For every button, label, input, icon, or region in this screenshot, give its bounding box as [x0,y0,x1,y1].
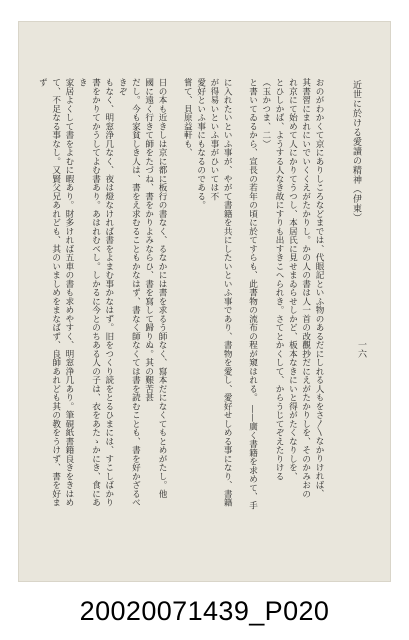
image-id-caption: 20020071439_P020 [79,596,330,626]
text-line: だし。今も家貧しき人は、書をえ求むることもかなはず、書なく師なくては書を読むことも、書を好かざるべきぞ [117,78,141,507]
citation: （玉かつま、二） [260,78,271,148]
running-title: 近世に於ける愛讀の精神（伊東） [351,80,361,223]
text-line: 其書習にまれにいでいくくえがたかりし。かの人の書は人一首の改觀抄だにえがたかりしを、そのかみおの [300,78,311,498]
page-number: 一六 [356,340,366,358]
text-line: 國に遠く行きて師をたづね、書をかりよみならひ、書を寫して歸りぬ。其の艱苦甚 [143,78,154,402]
text-line: 家居よくして書をよむに暇あり。財多ければ五車の書も求めやすく、明窓浄几あり。筆硯紙書籍良きをきはめ [63,78,74,507]
text-line: とひしかば、ようする人なき故にすりも出すきこへられき。さてとかくして、からうじてぞえたりける [274,78,285,481]
body-text [37,78,325,510]
text-line: て、不足なる事なし。又賢父兄あれども、其のいましめをまなばず、良師あれども其の教をうけず、書を好まず [37,78,61,507]
text-line: 愛好といふ事にもなるのである。 [195,78,206,210]
text-line: 日の本も近きしは京に都に板行の書なく、るなかには書を求るう師なく、寫本だになくてもとめがたし。他 [157,78,168,498]
text-line: 書をかりてかうしてよむ書あり。あはれむべし。しかるに今とのちある人の子は、衣をあたゝかにき、食にあき [77,78,101,507]
text-line: に入れたいといふ事が、やがて書籍を共にしたいといふ事であり、書物を愛し、愛好せしめる事になり、書籍が得易いといふ事がひいては不 [208,78,233,507]
text-line: おのがわかくて京にありしころなどまでは、代眼記といふ物のあるだにしれる人もをさ〳〵なかりければ、 [314,78,324,498]
text-line: 嘗て、貝原益軒も、 [182,78,193,157]
text-line: れ京にて始めて人にかりてうつし、本居氏に見せまゐらせしかど、板本なきにいと得がたくなりしを、 [287,78,298,481]
text-line: もなく、明窓浄几なく、夜は燈なければ書をよまむ事かなはず。旧をつくり読をとるひまには、すこしばかり [103,78,114,507]
text-line: と書いてゐるから、宣長の若年の頃に於てすらも、此書物の流布の程が窺はれる。 ——廣く書籍を求めて、手 [247,78,258,510]
